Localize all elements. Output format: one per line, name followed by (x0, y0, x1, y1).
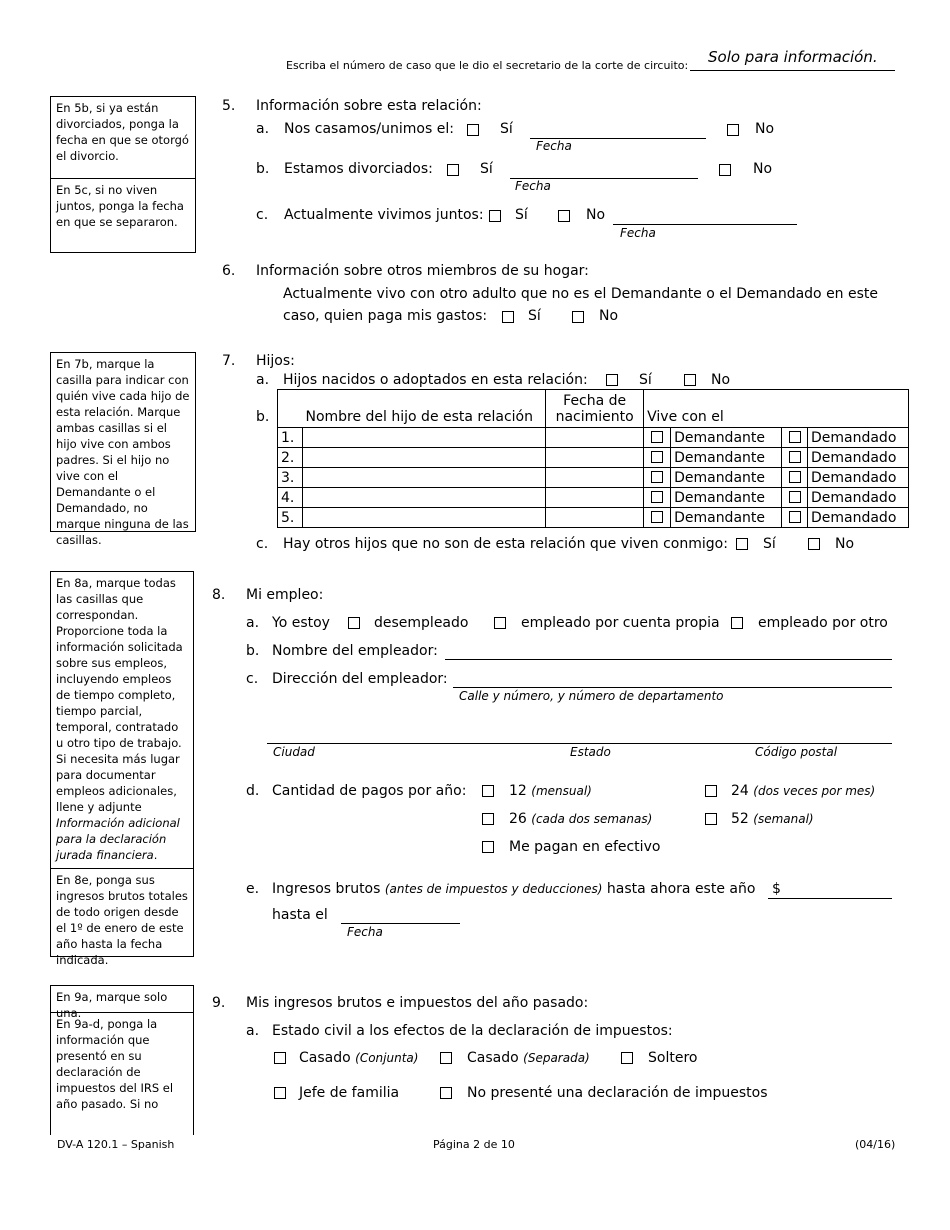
page-number: Página 2 de 10 (433, 1138, 515, 1151)
child-birth-cell[interactable] (546, 488, 644, 508)
pay-26-checkbox[interactable] (482, 813, 494, 825)
married-yes-label: Sí (500, 121, 513, 137)
employer-city-state-zip-field[interactable] (267, 743, 892, 744)
child-row (278, 468, 909, 488)
item-8c-label: Dirección del empleador: (272, 671, 448, 687)
item-8d-label: Cantidad de pagos por año: (272, 783, 467, 799)
section-7-title: Hijos: (256, 353, 295, 369)
pay-12-label: 12 (mensual) (509, 783, 592, 799)
item-9a-label: Estado civil a los efectos de la declaración de impuestos: (272, 1023, 673, 1039)
children-no-label: No (711, 372, 731, 388)
self-employed-checkbox[interactable] (494, 617, 506, 629)
petitioner-label: Demandante (671, 468, 782, 488)
case-number-value[interactable]: Solo para información. (708, 48, 878, 66)
note-8a: En 8a, marque todas las casillas que correspondan. Proporcione toda la información solicitada sobre sus empleos, incluyendo empleos de tiempo completo, tiempo parcial, temporal, contratado u otro tipo de trabajo. Si necesita más lugar para documentar empleos adicionales, llene y adjunte Información adicional para la declaración jurada financiera. (56, 576, 183, 862)
married-yes-checkbox[interactable] (467, 124, 479, 136)
item-7a-letter: a. (256, 372, 270, 388)
lives-with-respondent-checkbox[interactable] (789, 491, 801, 503)
unemployed-label: desempleado (374, 615, 469, 631)
separated-date-caption: Fecha (620, 226, 656, 240)
case-number-prompt: Escriba el número de caso que le dio el secretario de la corte de circuito: (286, 59, 689, 72)
other-children-yes-label: Sí (763, 536, 776, 552)
item-9a-letter: a. (246, 1023, 260, 1039)
together-no-checkbox[interactable] (558, 210, 570, 222)
lives-with-petitioner-checkbox[interactable] (651, 431, 663, 443)
married-joint-checkbox[interactable] (274, 1052, 286, 1064)
child-birth-cell[interactable] (546, 428, 644, 448)
lives-with-respondent-checkbox[interactable] (789, 451, 801, 463)
lives-with-petitioner-checkbox[interactable] (651, 471, 663, 483)
pay-26-label: 26 (cada dos semanas) (509, 811, 653, 827)
child-row (278, 488, 909, 508)
note-box-5 (50, 96, 196, 253)
section-6-number: 6. (222, 263, 236, 279)
item-5c-label: Actualmente vivimos juntos: (284, 207, 484, 223)
state-caption: Estado (570, 745, 611, 759)
pay-52-label: 52 (semanal) (731, 811, 814, 827)
header-child-name: Nombre del hijo de esta relación (302, 390, 545, 428)
note-box-7 (50, 352, 196, 547)
together-yes-checkbox[interactable] (489, 210, 501, 222)
child-name-cell[interactable] (302, 508, 545, 528)
street-caption: Calle y número, y número de departamento (459, 689, 724, 703)
together-yes-label: Sí (515, 207, 528, 223)
divorced-date-caption: Fecha (515, 179, 551, 193)
note-box-9 (50, 985, 194, 1135)
paid-cash-checkbox[interactable] (482, 841, 494, 853)
item-7a-label: Hijos nacidos o adoptados en esta relación: (283, 372, 588, 388)
separated-date-field[interactable] (613, 224, 797, 225)
child-row-number: 3. (278, 468, 303, 488)
divorced-yes-checkbox[interactable] (447, 164, 459, 176)
child-name-cell[interactable] (302, 428, 545, 448)
item-5b-label: Estamos divorciados: (284, 161, 433, 177)
children-yes-checkbox[interactable] (606, 374, 618, 386)
pay-24-label: 24 (dos veces por mes) (731, 783, 876, 799)
head-of-household-label: Jefe de familia (299, 1085, 400, 1101)
divorced-yes-label: Sí (480, 161, 493, 177)
child-row (278, 448, 909, 468)
item-5b-letter: b. (256, 161, 270, 177)
married-no-checkbox[interactable] (727, 124, 739, 136)
item-5a-letter: a. (256, 121, 270, 137)
note-7b: En 7b, marque la casilla para indicar con quién vive cada hijo de esta relación. Marque ambas casillas si el hijo vive con ambos padres. Si el hijo no vive con el Demandante o el Demandado, no marque ninguna de las casillas. (56, 357, 190, 547)
married-joint-label: Casado (Conjunta) (299, 1050, 419, 1066)
item-7c-letter: c. (256, 536, 269, 552)
respondent-label: Demandado (807, 468, 908, 488)
respondent-label: Demandado (807, 488, 908, 508)
household-yes-checkbox[interactable] (502, 311, 514, 323)
married-date-caption: Fecha (536, 139, 572, 153)
section-5-number: 5. (222, 98, 236, 114)
note-9a: En 9a, marque solo una. (56, 990, 168, 1020)
section-7-number: 7. (222, 353, 236, 369)
child-birth-cell[interactable] (546, 468, 644, 488)
child-row-number: 5. (278, 508, 303, 528)
section-6-line2: caso, quien paga mis gastos: (283, 308, 488, 324)
case-number-line (690, 70, 895, 71)
divorced-no-label: No (753, 161, 773, 177)
child-birth-cell[interactable] (546, 508, 644, 528)
lives-with-respondent-checkbox[interactable] (789, 471, 801, 483)
self-employed-label: empleado por cuenta propia (521, 615, 720, 631)
child-row-number: 2. (278, 448, 303, 468)
other-children-yes-checkbox[interactable] (736, 538, 748, 550)
note-5b: En 5b, si ya están divorciados, ponga la fecha en que se otorgó el divorcio. (56, 101, 189, 163)
item-8c-letter: c. (246, 671, 259, 687)
petitioner-label: Demandante (671, 448, 782, 468)
respondent-label: Demandado (807, 448, 908, 468)
other-children-no-label: No (835, 536, 855, 552)
single-checkbox[interactable] (621, 1052, 633, 1064)
child-row (278, 508, 909, 528)
together-no-label: No (586, 207, 606, 223)
petitioner-label: Demandante (671, 488, 782, 508)
child-row-number: 4. (278, 488, 303, 508)
child-row (278, 428, 909, 448)
petitioner-label: Demandante (671, 508, 782, 528)
single-label: Soltero (648, 1050, 698, 1066)
married-separate-label: Casado (Separada) (467, 1050, 590, 1066)
employed-by-other-checkbox[interactable] (731, 617, 743, 629)
item-8b-label: Nombre del empleador: (272, 643, 438, 659)
item-8d-letter: d. (246, 783, 260, 799)
section-6-line1: Actualmente vivo con otro adulto que no es el Demandante o el Demandado en este (283, 286, 879, 302)
child-name-cell[interactable] (302, 448, 545, 468)
employed-by-other-label: empleado por otro (758, 615, 888, 631)
children-yes-label: Sí (639, 372, 652, 388)
paid-cash-label: Me pagan en efectivo (509, 839, 661, 855)
item-7c-label: Hay otros hijos que no son de esta relación que viven conmigo: (283, 536, 728, 552)
head-of-household-checkbox[interactable] (274, 1087, 286, 1099)
item-8b-letter: b. (246, 643, 260, 659)
note-8e: En 8e, ponga sus ingresos brutos totales de todo origen desde el 1º de enero de este año hasta la fecha indicada. (51, 868, 193, 971)
section-8-number: 8. (212, 587, 226, 603)
lives-with-petitioner-checkbox[interactable] (651, 511, 663, 523)
married-no-label: No (755, 121, 775, 137)
children-no-checkbox[interactable] (684, 374, 696, 386)
other-children-no-checkbox[interactable] (808, 538, 820, 550)
gross-income-field[interactable] (768, 898, 892, 899)
divorced-no-checkbox[interactable] (719, 164, 731, 176)
item-8a-label: Yo estoy (272, 615, 330, 631)
child-birth-cell[interactable] (546, 448, 644, 468)
respondent-label: Demandado (807, 428, 908, 448)
note-9ad: En 9a-d, ponga la información que presentó en su declaración de impuestos del IRS el año pasado. Si no (51, 1012, 193, 1115)
income-date-field[interactable] (341, 923, 460, 924)
note-box-8 (50, 571, 194, 967)
note-5c: En 5c, si no viven juntos, ponga la fecha en que se separaron. (51, 178, 195, 233)
lives-with-petitioner-checkbox[interactable] (651, 491, 663, 503)
section-5-title: Información sobre esta relación: (256, 98, 482, 114)
pay-12-checkbox[interactable] (482, 785, 494, 797)
no-return-checkbox[interactable] (440, 1087, 452, 1099)
respondent-label: Demandado (807, 508, 908, 528)
item-8e-label: Ingresos brutos (antes de impuestos y deducciones) hasta ahora este año (272, 881, 756, 897)
no-return-label: No presenté una declaración de impuestos (467, 1085, 768, 1101)
income-date-caption: Fecha (347, 925, 383, 939)
household-yes-label: Sí (528, 308, 541, 324)
married-separate-checkbox[interactable] (440, 1052, 452, 1064)
pay-24-checkbox[interactable] (705, 785, 717, 797)
petitioner-label: Demandante (671, 428, 782, 448)
section-9-title: Mis ingresos brutos e impuestos del año pasado: (246, 995, 589, 1011)
unemployed-checkbox[interactable] (348, 617, 360, 629)
header-lives-with: Vive con el (644, 390, 909, 428)
section-9-number: 9. (212, 995, 226, 1011)
form-id: DV-A 120.1 – Spanish (57, 1138, 175, 1151)
lives-with-respondent-checkbox[interactable] (789, 431, 801, 443)
item-8e-letter: e. (246, 881, 260, 897)
item-5a-label: Nos casamos/unimos el: (284, 121, 454, 137)
form-revision: (04/16) (855, 1138, 896, 1151)
household-no-checkbox[interactable] (572, 311, 584, 323)
city-caption: Ciudad (273, 745, 315, 759)
until-label: hasta el (272, 907, 328, 923)
header-birth-date: Fecha de nacimiento (546, 390, 644, 428)
zip-caption: Código postal (755, 745, 838, 759)
item-8a-letter: a. (246, 615, 260, 631)
children-table (277, 389, 909, 528)
section-8-title: Mi empleo: (246, 587, 324, 603)
household-no-label: No (599, 308, 619, 324)
section-6-title: Información sobre otros miembros de su hogar: (256, 263, 589, 279)
lives-with-respondent-checkbox[interactable] (789, 511, 801, 523)
dollar-sign: $ (772, 881, 781, 897)
employer-name-field[interactable] (445, 659, 892, 660)
item-5c-letter: c. (256, 207, 269, 223)
child-row-number: 1. (278, 428, 303, 448)
pay-52-checkbox[interactable] (705, 813, 717, 825)
children-table-header (278, 390, 909, 428)
child-name-cell[interactable] (302, 488, 545, 508)
item-7b-letter: b. (256, 409, 270, 425)
lives-with-petitioner-checkbox[interactable] (651, 451, 663, 463)
employer-street-field[interactable] (453, 687, 892, 688)
child-name-cell[interactable] (302, 468, 545, 488)
